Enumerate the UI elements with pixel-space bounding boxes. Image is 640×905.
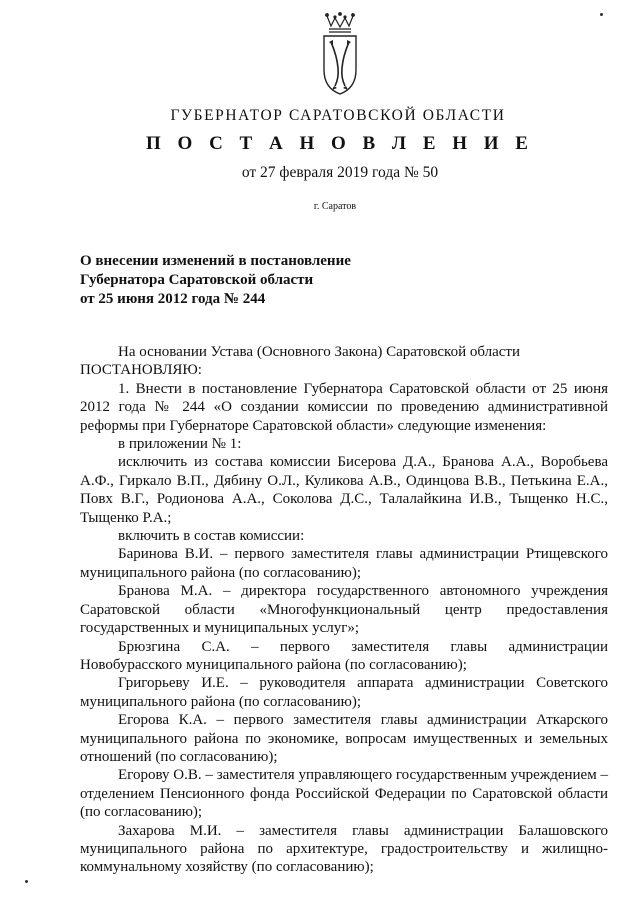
document-subject bbox=[80, 252, 351, 309]
body-paragraph: Брюзгина С.А. – первого заместителя главы администрации Новобурасского муниципального района (по согласованию); bbox=[80, 638, 608, 673]
body-paragraph: 1. Внести в постановление Губернатора Саратовской области от 25 июня 2012 года № 244 «О создании комиссии по проведению административной реформы при Губернаторе Саратовской области» следующие изменения: bbox=[80, 380, 608, 434]
body-paragraph: ПОСТАНОВЛЯЮ: bbox=[80, 362, 202, 379]
subject-line: О внесении изменений в постановление bbox=[80, 253, 351, 269]
body-paragraph: включить в состав комиссии: bbox=[118, 528, 305, 545]
body-paragraph: исключить из состава комиссии Бисерова Д.А., Бранова А.А., Воробьева А.Ф., Гиркало В.П., Дябину О.Л., Куликова А.В., Одинцова В.В., Петькина Е.А., Повх В.Г., Родионова А.А., Соколова Д.С., Талалайкина И.В., Тыщенко Н.С., Тыщенко Р.А.; bbox=[80, 454, 608, 526]
issuing-authority: ГУБЕРНАТОР САРАТОВСКОЙ ОБЛАСТИ bbox=[170, 107, 506, 124]
body-paragraph: Григорьеву И.Е. – руководителя аппарата администрации Советского муниципального района (по согласованию); bbox=[80, 675, 608, 710]
subject-line: от 25 июня 2012 года № 244 bbox=[80, 291, 266, 307]
body-paragraph: Бранова М.А. – директора государственного автономного учреждения Саратовской области «Многофункциональный центр предоставления государственных и муниципальных услуг»; bbox=[80, 583, 608, 637]
body-paragraph: На основании Устава (Основного Закона) Саратовской области bbox=[118, 344, 521, 360]
body-paragraph: Егорову О.В. – заместителя управляющего государственным учреждением – отделением Пенсионного фонда Российской Федерации по Саратовской области (по согласованию); bbox=[80, 767, 608, 821]
subject-line: Губернатора Саратовской области bbox=[80, 272, 314, 288]
body-paragraph: Егорова К.А. – первого заместителя главы администрации Аткарского муниципального района по экономике, вопросам имущественных и земельных отношений (по согласованию); bbox=[80, 712, 608, 765]
scan-speck bbox=[25, 880, 28, 883]
coat-of-arms-icon bbox=[317, 12, 363, 96]
document-type-title: П О С Т А Н О В Л Е Н И Е bbox=[146, 133, 534, 154]
body-paragraph: Захарова М.И. – заместителя главы администрации Балашовского муниципального района по архитектуре, градостроительству и жилищно-коммунальному хозяйству (по согласованию); bbox=[80, 822, 608, 876]
document-date-number: от 27 февраля 2019 года № 50 bbox=[241, 164, 439, 181]
document-body bbox=[80, 343, 608, 877]
body-paragraph: в приложении № 1: bbox=[118, 436, 242, 453]
scan-speck bbox=[600, 13, 603, 16]
body-paragraph: Баринова В.И. – первого заместителя главы администрации Ртищевского муниципального района (по согласованию); bbox=[80, 546, 608, 581]
document-city: г. Саратов bbox=[313, 201, 357, 212]
